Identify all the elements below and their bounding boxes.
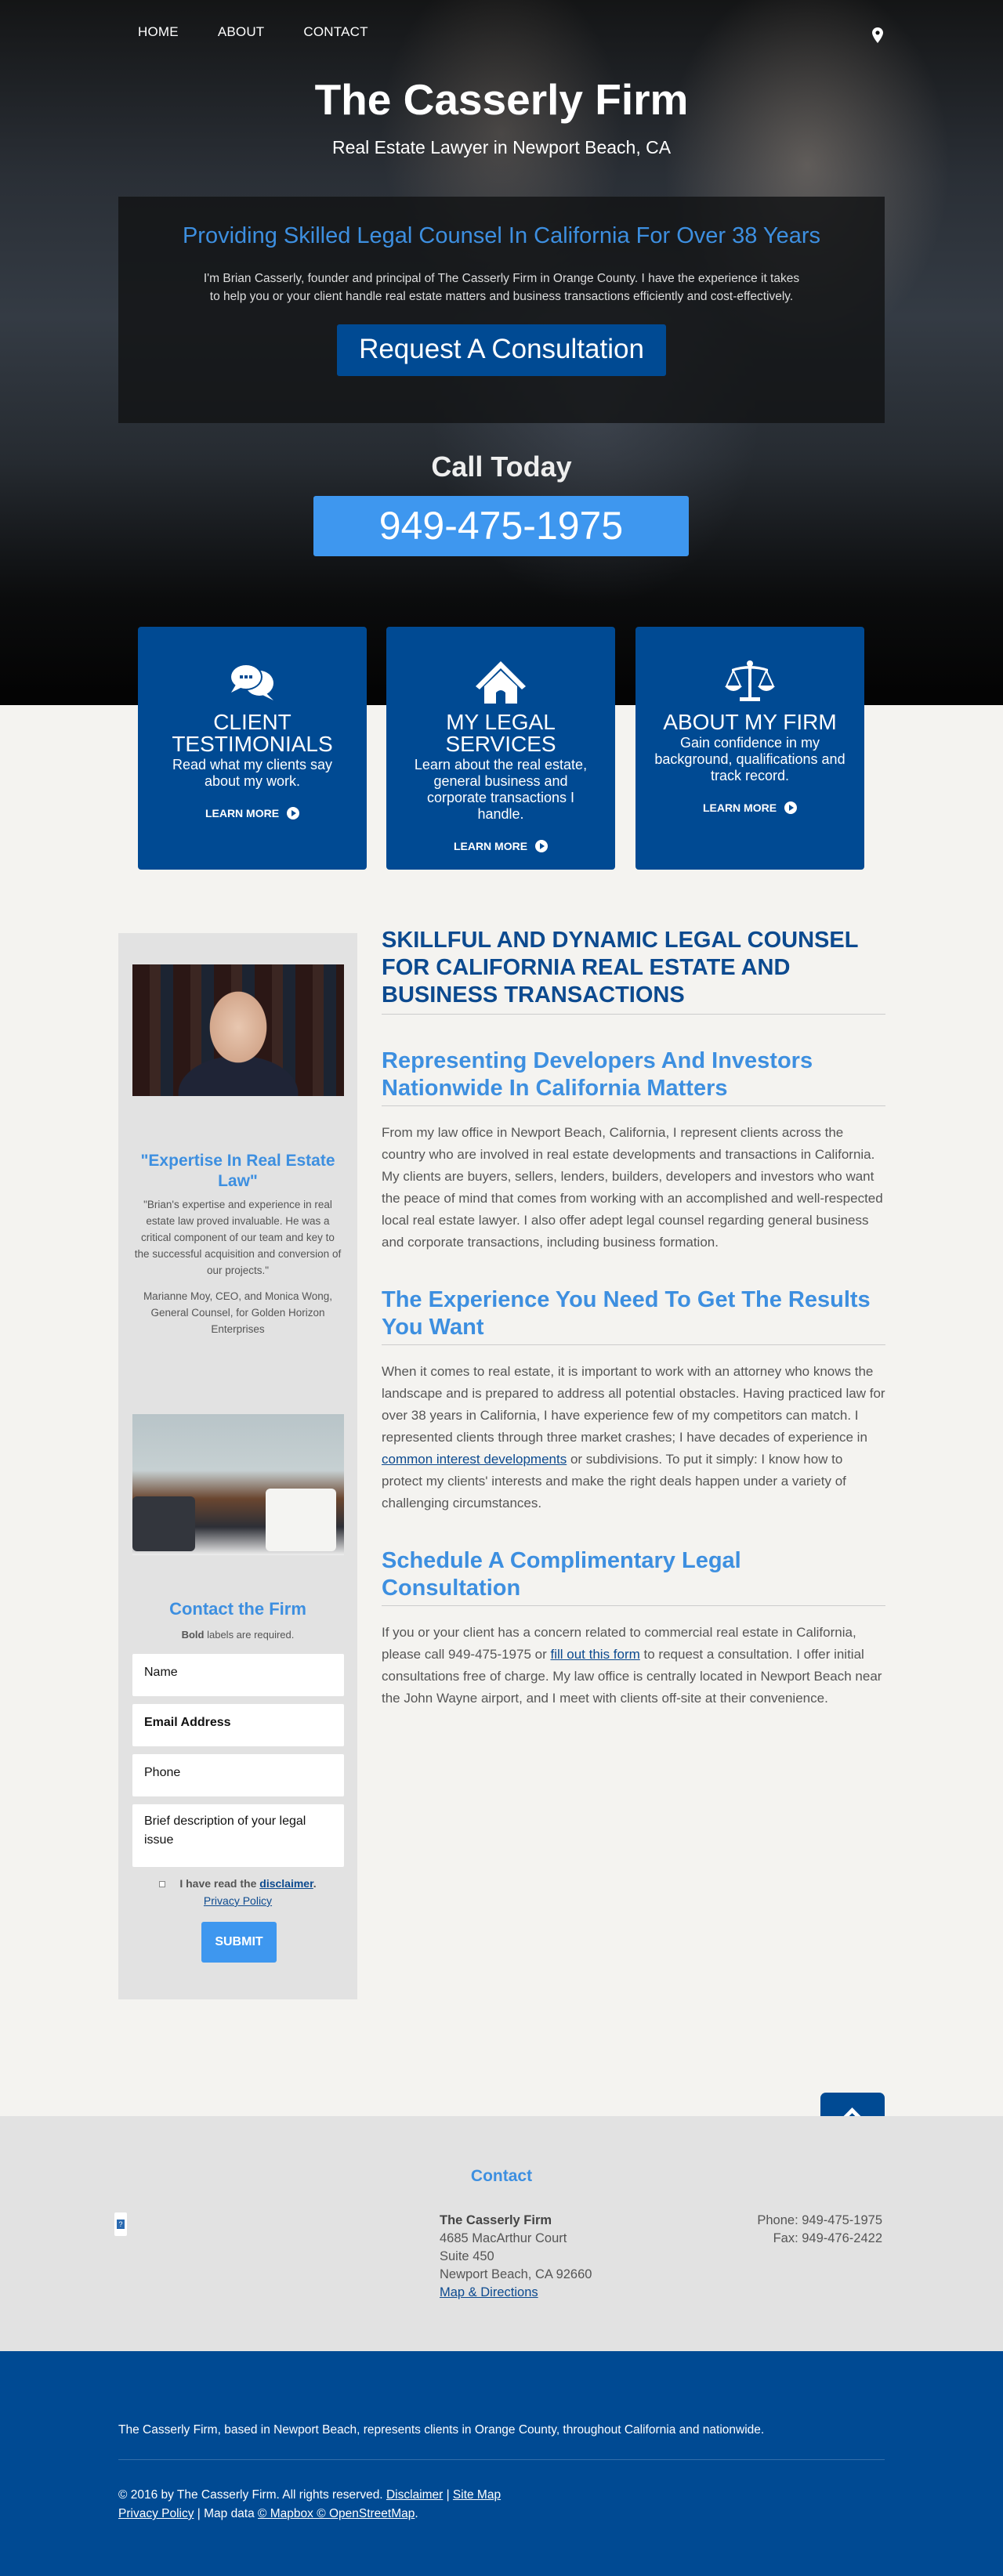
card-title: ABOUT MY FIRM — [663, 710, 837, 734]
main-section — [0, 705, 1003, 2116]
footer-contact-heading: Contact — [470, 2167, 533, 2185]
disclaimer-row: I have read the disclaimer. — [118, 1877, 357, 1890]
footer-legal: © 2016 by The Casserly Firm. All rights reserved. Disclaimer | Site Map Privacy Policy | Map data © Mapbox © OpenStreetMap. — [118, 2488, 502, 2520]
nav-about[interactable]: ABOUT — [217, 24, 265, 39]
main-content — [382, 927, 885, 1709]
footer-bottom — [0, 2351, 1003, 2576]
card-title: CLIENT TESTIMONIALS — [172, 710, 333, 756]
footer-phone: Phone: 949-475-1975 — [757, 2213, 882, 2227]
fill-form-link[interactable]: fill out this form — [550, 1647, 640, 1662]
phone-button[interactable]: 949-475-1975 — [313, 496, 689, 556]
footer-address: The Casserly Firm 4685 MacArthur Court Suite 450 Newport Beach, CA 92660 Map & Directions — [440, 2213, 592, 2299]
footer-phones — [757, 2212, 882, 2248]
section-heading-consultation: Schedule A Complimentary Legal Consultation — [382, 1547, 885, 1606]
footer-privacy-link[interactable]: Privacy Policy — [118, 2507, 194, 2520]
hero-section — [0, 0, 1003, 705]
intro-text: I'm Brian Casserly, founder and principal of The Casserly Firm in Orange County. I have the experience it takes to help you or your client handle real estate matters and business transactions efficiently and cost-effectively. — [203, 272, 800, 303]
footer-divider — [118, 2459, 885, 2460]
email-field[interactable]: Email Address — [132, 1704, 344, 1746]
nav-contact[interactable]: CONTACT — [303, 24, 368, 39]
testimonial-title: "Expertise In Real Estate Law" — [140, 1152, 335, 1190]
contact-form-title: Contact the Firm — [169, 1599, 306, 1619]
intro-heading: Providing Skilled Legal Counsel In California For Over 38 Years — [182, 223, 821, 248]
card-text: Read what my clients say about my work. — [172, 757, 333, 789]
intro-panel — [118, 197, 885, 423]
house-icon — [473, 660, 528, 704]
privacy-policy-link[interactable]: Privacy Policy — [203, 1894, 273, 1907]
scales-of-justice-icon — [722, 660, 777, 704]
disclaimer-link[interactable]: disclaimer — [259, 1877, 313, 1890]
site-title: The Casserly Firm — [314, 75, 689, 124]
testimonial-author: Marianne Moy, CEO, and Monica Wong, General Counsel, for Golden Horizon Enterprises — [143, 1290, 333, 1335]
request-consultation-button[interactable]: Request A Consultation — [337, 324, 666, 376]
card-title: MY LEGAL SERVICES — [445, 710, 556, 756]
sidebar — [118, 933, 357, 1999]
site-subtitle: Real Estate Lawyer in Newport Beach, CA — [331, 137, 672, 157]
learn-more-link[interactable]: LEARN MORE — [703, 801, 797, 814]
section-heading-developers: Representing Developers And Investors Nationwide In California Matters — [382, 1047, 885, 1106]
card-text: Learn about the real estate, general business and corporate transactions I handle. — [414, 757, 588, 822]
footer-fax: Fax: 949-476-2422 — [773, 2231, 882, 2245]
nav-home[interactable]: HOME — [138, 24, 179, 39]
section-text-developers: From my law office in Newport Beach, California, I represent clients across the country who are involved in real estate developments and transactions in California. My clients are buyers, sellers, lenders, builders, developers and investors who want the peace of mind that comes from working with an accomplished and well-respected local real estate lawyer. I also offer adept legal counsel regarding general business and corporate transactions, including business formation. — [382, 1125, 883, 1250]
required-note: Bold labels are required. — [181, 1629, 295, 1641]
learn-more-link[interactable]: LEARN MORE — [454, 840, 548, 852]
phone-field[interactable]: Phone — [132, 1754, 344, 1796]
section-text-experience: When it comes to real estate, it is important to work with an attorney who knows the landscape and is prepared to address all potential obstacles. Having practiced law for over 38 years in California, I have experience few of my competitors can match. I represented clients through three market crashes; I have decades of experience in common interest developments or subdivisions. To put it simply: I know how to protect my clients' interests and make the right deals happen under a variety of challenging circumstances. — [382, 1364, 885, 1511]
testimonial-text: "Brian's expertise and experience in real estate law proved invaluable. He was a critical component of our team and key to the successful acquisition and conversion of our projects." — [134, 1199, 342, 1276]
map-pin-icon[interactable] — [872, 27, 883, 43]
footer-sitemap-link[interactable]: Site Map — [452, 2488, 502, 2502]
chat-bubbles-icon — [225, 660, 280, 704]
mapbox-osm-link[interactable]: © Mapbox © OpenStreetMap — [258, 2507, 415, 2520]
disclaimer-checkbox[interactable] — [159, 1881, 165, 1887]
living-room-photo — [132, 1414, 344, 1555]
learn-more-link[interactable]: LEARN MORE — [205, 807, 299, 819]
common-interest-link[interactable]: common interest developments — [382, 1452, 567, 1467]
map-directions-link[interactable]: Map & Directions — [440, 2285, 538, 2299]
attorney-photo — [132, 964, 344, 1096]
footer-blurb: The Casserly Firm, based in Newport Beach, represents clients in Orange County, throughout California and nationwide. — [118, 2423, 765, 2437]
section-heading-experience: The Experience You Need To Get The Results You Want — [382, 1286, 885, 1345]
firm-name: The Casserly Firm — [440, 2213, 552, 2227]
footer-disclaimer-link[interactable]: Disclaimer — [386, 2488, 444, 2502]
map-image-icon[interactable] — [114, 2212, 127, 2236]
section-text-consultation: If you or your client has a concern related to commercial real estate in California, please call 949-475-1975 or fill out this form to request a consultation. I offer initial consultations free of charge. My law office is centrally located in Newport Beach near the John Wayne airport, and I meet with clients off-site at their convenience. — [382, 1625, 882, 1706]
footer-contact — [0, 2116, 1003, 2351]
card-text: Gain confidence in my background, qualifications and track record. — [654, 735, 845, 783]
main-heading: SKILLFUL AND DYNAMIC LEGAL COUNSEL FOR CALIFORNIA REAL ESTATE AND BUSINESS TRANSACTIONS — [382, 927, 885, 1015]
main-nav — [138, 24, 407, 40]
privacy-row — [118, 1894, 357, 1907]
name-field[interactable]: Name — [132, 1654, 344, 1696]
call-today-label: Call Today — [431, 450, 572, 483]
submit-button[interactable]: SUBMIT — [201, 1922, 277, 1963]
description-textarea[interactable]: Brief description of your legal issue — [132, 1804, 344, 1867]
